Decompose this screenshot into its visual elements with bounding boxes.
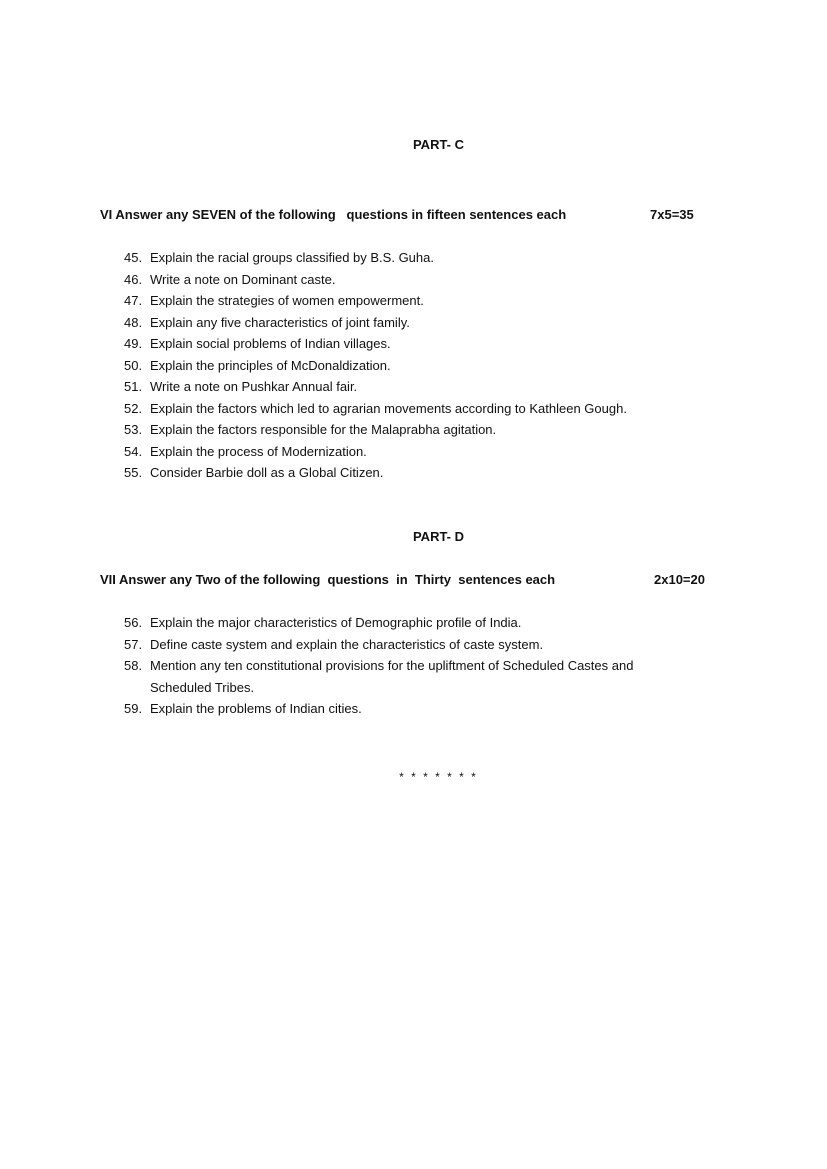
question-item — [0, 655, 827, 698]
question-number: 52. — [124, 400, 143, 416]
question-number: 50. — [124, 357, 143, 373]
question-item — [0, 398, 827, 420]
question-item — [0, 376, 827, 398]
question-text: Explain the problems of Indian cities. — [150, 701, 362, 716]
part-c-instruction-text: VI Answer any SEVEN of the following questions in fifteen sentences each — [100, 207, 567, 222]
question-text: Explain the factors which led to agrarian movements according to Kathleen Gough. — [150, 400, 627, 416]
question-number: 56. — [124, 615, 143, 630]
part-d-marks: 2x10=20 — [654, 572, 705, 587]
question-text: Explain the major characteristics of Demographic profile of India. — [150, 615, 522, 630]
part-d-question-list — [0, 612, 827, 720]
question-text: Write a note on Dominant caste. — [150, 271, 336, 287]
question-number: 49. — [124, 336, 143, 351]
question-text: Explain the racial groups classified by B.S. Guha. — [150, 250, 434, 265]
part-c-marks: 7x5=35 — [650, 207, 694, 222]
part-c-instruction — [100, 207, 720, 222]
question-text: Explain the process of Modernization. — [150, 443, 367, 459]
question-item — [0, 612, 827, 634]
question-number: 57. — [124, 636, 143, 652]
end-of-paper-marker: * * * * * * * — [399, 770, 478, 784]
question-item — [0, 247, 827, 269]
part-d-instruction-text: VII Answer any Two of the following questions in Thirty sentences each — [100, 572, 556, 587]
question-text: Mention any ten constitutional provisions for the upliftment of Scheduled Castes and Scheduled Tribes. — [150, 658, 634, 695]
question-item — [0, 462, 827, 484]
question-number: 59. — [124, 701, 143, 716]
question-text: Define caste system and explain the characteristics of caste system. — [150, 636, 544, 652]
question-item — [0, 312, 827, 334]
question-item — [0, 419, 827, 441]
question-text: Explain the strategies of women empowerment. — [150, 293, 424, 308]
question-item — [0, 698, 827, 720]
question-number: 45. — [124, 250, 143, 265]
question-item — [0, 333, 827, 355]
part-d-title: PART- D — [412, 529, 465, 544]
question-number: 58. — [124, 658, 143, 673]
question-item — [0, 634, 827, 656]
question-text: Explain the factors responsible for the Malaprabha agitation. — [150, 422, 497, 437]
question-item — [0, 269, 827, 291]
question-number: 54. — [124, 443, 143, 459]
question-text: Consider Barbie doll as a Global Citizen. — [150, 465, 384, 480]
question-item — [0, 355, 827, 377]
question-item — [0, 290, 827, 312]
question-number: 47. — [124, 293, 143, 308]
question-text: Explain social problems of Indian villages. — [150, 336, 391, 351]
question-number: 55. — [124, 465, 143, 480]
part-c-title: PART- C — [412, 137, 465, 152]
question-number: 46. — [124, 271, 143, 287]
part-c-question-list — [0, 247, 827, 484]
question-text: Write a note on Pushkar Annual fair. — [150, 379, 358, 394]
question-number: 48. — [124, 314, 143, 330]
question-text: Explain the principles of McDonaldization. — [150, 357, 391, 373]
question-number: 51. — [124, 379, 143, 394]
question-text: Explain any five characteristics of joint family. — [150, 314, 410, 330]
question-number: 53. — [124, 422, 143, 437]
part-d-instruction — [100, 572, 720, 587]
question-item — [0, 441, 827, 463]
